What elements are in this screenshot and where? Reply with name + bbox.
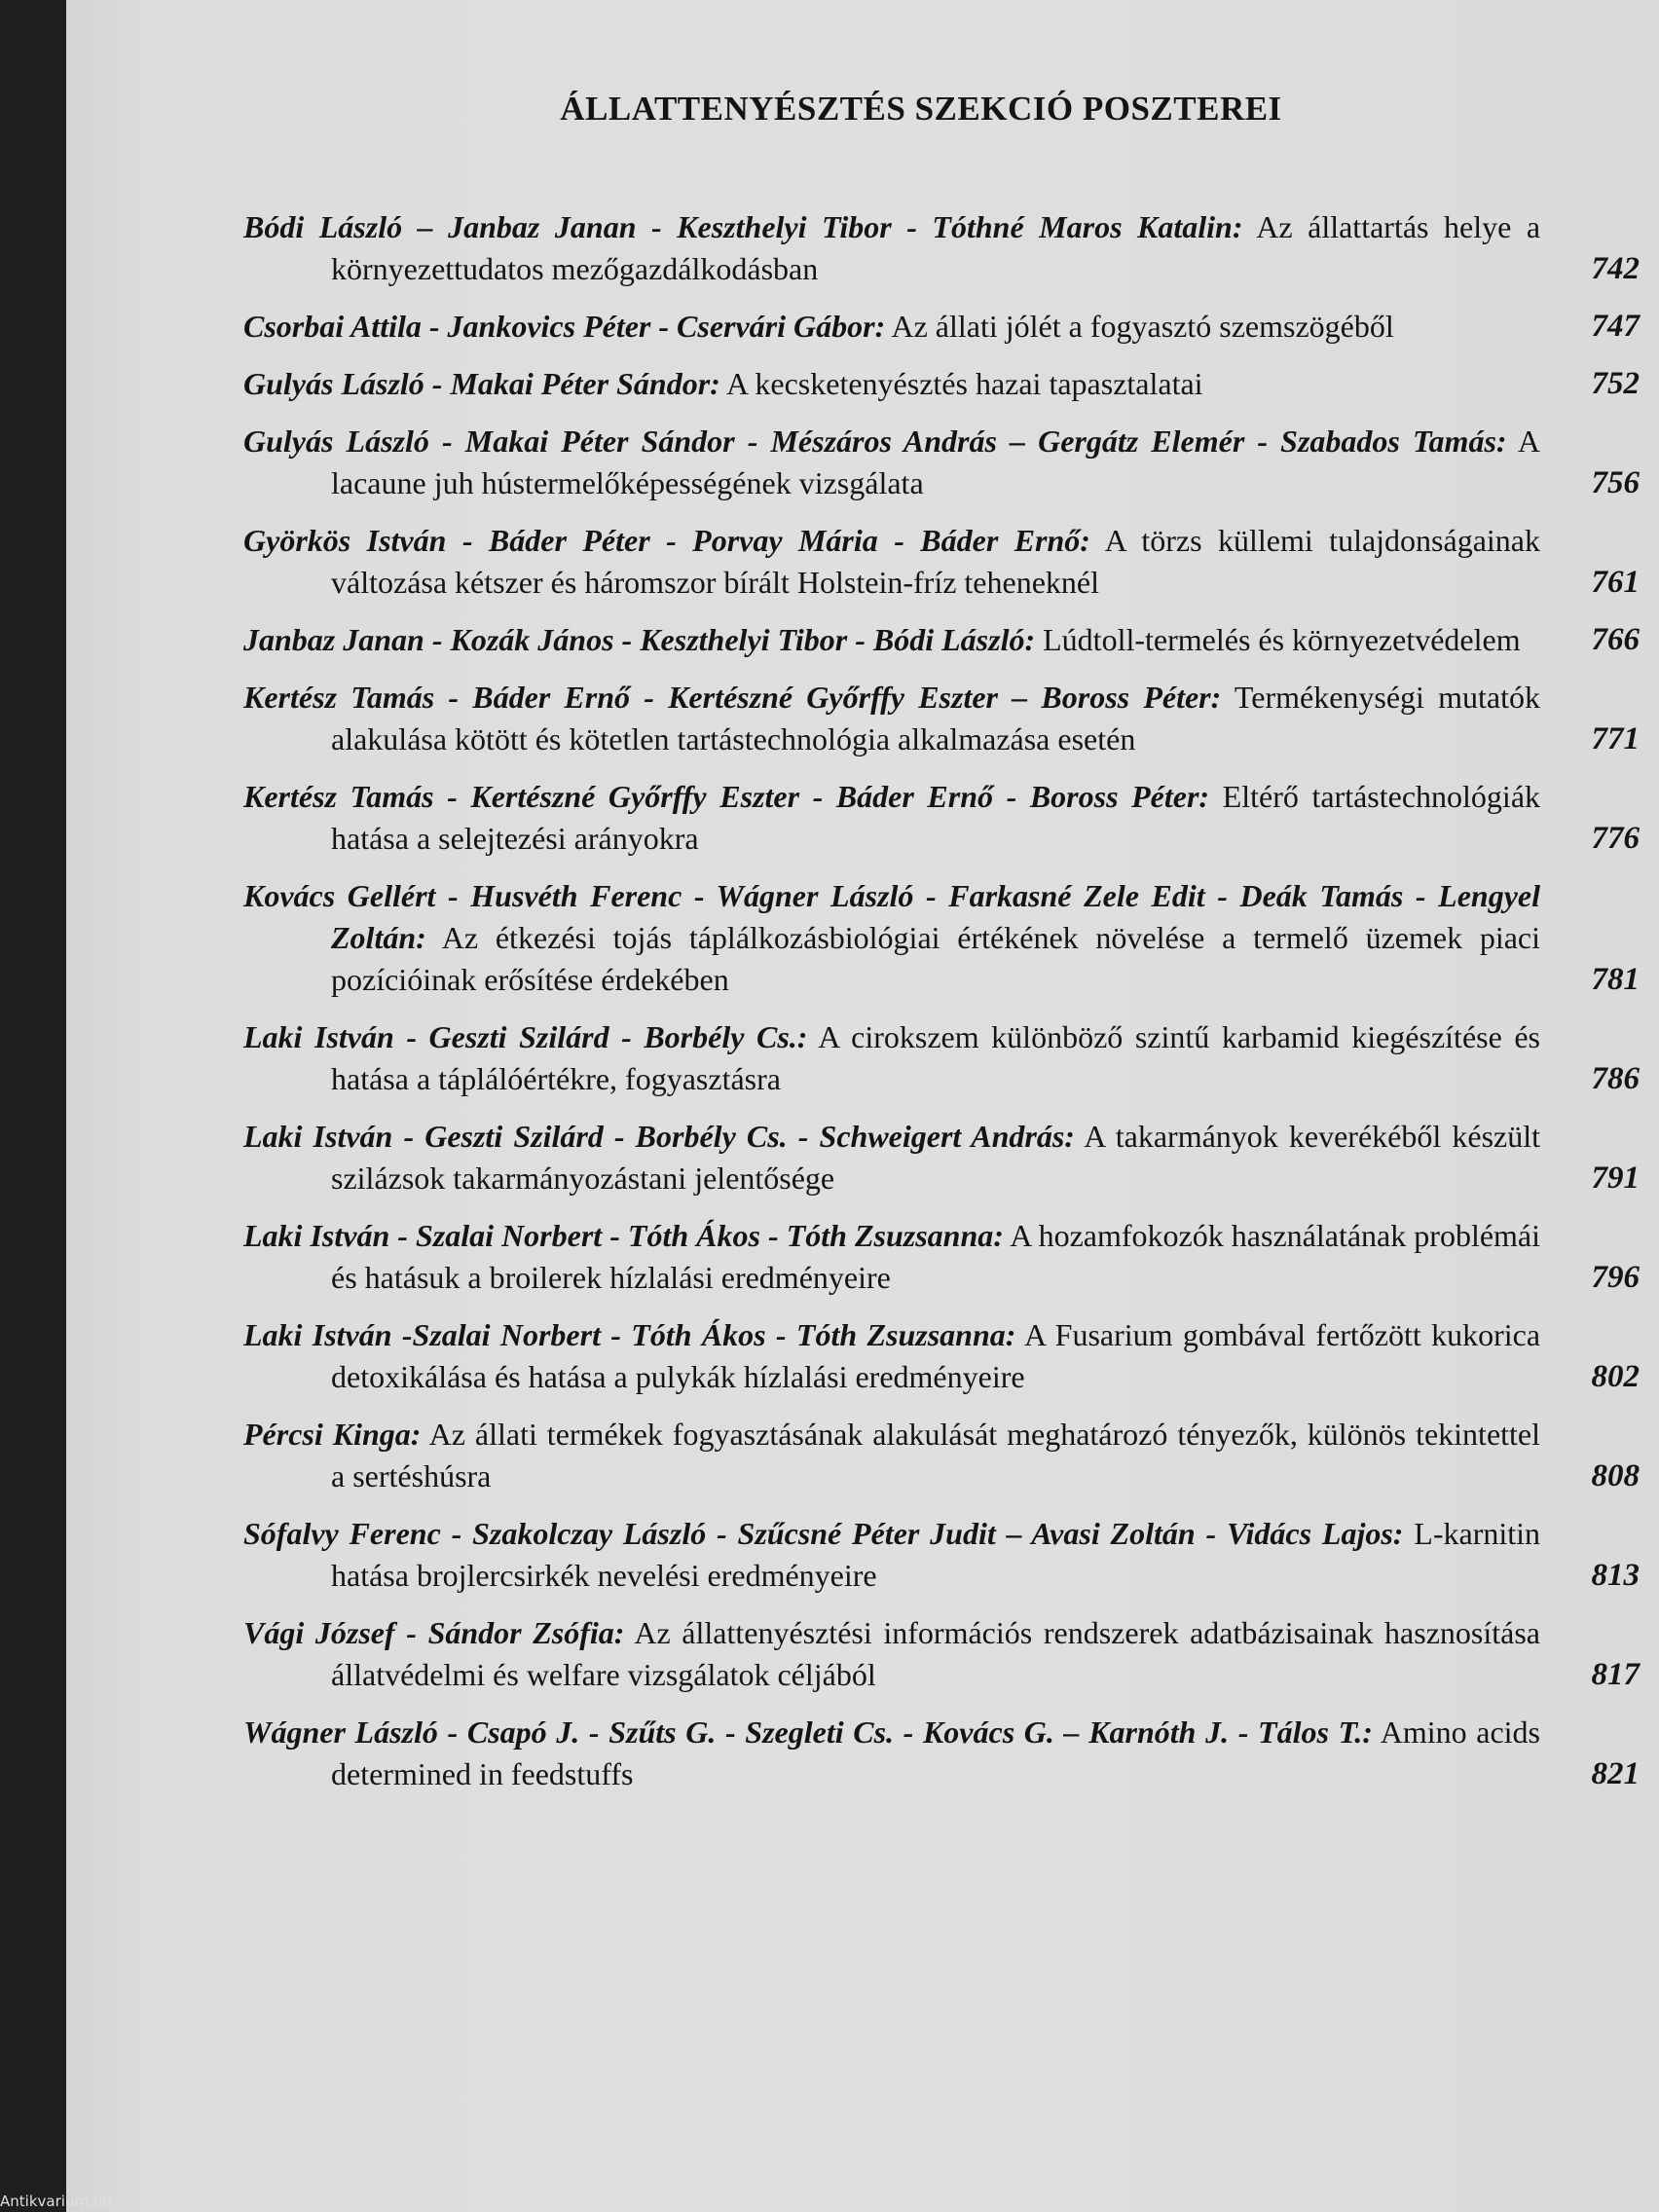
contents-entry <box>243 677 1647 760</box>
entry-authors: Laki István - Geszti Szilárd - Borbély Cs.: <box>243 1019 808 1054</box>
contents-entry <box>243 363 1647 405</box>
entry-title: Az állattartás helye a környezettudatos mezőgazdálkodásban <box>331 209 1541 286</box>
entry-title: Az étkezési tojás táplálkozásbiológiai értékének növelése a termelő üzemek piaci pozícióinak erősítése érdekében <box>331 920 1541 997</box>
watermark: Antikvarium.hu <box>0 2193 112 2210</box>
entry-page-number: 781 <box>1591 962 1640 997</box>
contents-entry <box>243 421 1647 504</box>
contents-entry <box>243 1414 1647 1497</box>
entry-authors: Pércsi Kinga: <box>243 1417 422 1452</box>
contents-entry <box>243 306 1647 348</box>
entry-page-number: 742 <box>1591 251 1640 286</box>
contents-entry <box>243 875 1647 1001</box>
contents-entry <box>243 1016 1647 1100</box>
entry-title: Termékenységi mutatók alakulása kötött és kötetlen tartástechnológia alkalmazása esetén <box>331 680 1541 756</box>
entry-title: Lúdtoll-termelés és környezetvédelem <box>1043 622 1521 657</box>
entry-title: A törzs küllemi tulajdonságainak változása kétszer és háromszor bírált Holstein-fríz teheneknél <box>331 523 1541 600</box>
entry-page-number: 802 <box>1591 1359 1640 1394</box>
contents-entry <box>243 206 1647 290</box>
entry-title: A takarmányok keverékéből készült szilázsok takarmányozástani jelentősége <box>331 1119 1541 1196</box>
entry-authors: Kertész Tamás - Báder Ernő - Kertészné Győrffy Eszter – Boross Péter: <box>243 680 1222 715</box>
entry-title: Eltérő tartástechnológiák hatása a selejtezési arányokra <box>331 779 1541 856</box>
entry-authors: Vági József - Sándor Zsófia: <box>243 1615 625 1650</box>
entry-authors: Kovács Gellért - Husvéth Ferenc - Wágner László - Farkasné Zele Edit - Deák Tamás - Lengyel Zoltán: <box>243 878 1540 955</box>
entry-authors: Wágner László - Csapó J. - Szűts G. - Szegleti Cs. - Kovács G. – Karnóth J. - Tálos T.: <box>243 1714 1373 1750</box>
entry-page-number: 786 <box>1591 1061 1640 1096</box>
entry-authors: Bódi László – Janbaz Janan - Keszthelyi Tibor - Tóthné Maros Katalin: <box>243 209 1243 244</box>
entry-page-number: 752 <box>1591 366 1640 401</box>
entry-page-number: 747 <box>1591 309 1640 344</box>
entry-authors: Laki István - Geszti Szilárd - Borbély Cs. - Schweigert András: <box>243 1119 1075 1154</box>
contents-entry <box>243 520 1647 604</box>
entry-title: Az állattenyésztési információs rendszerek adatbázisainak hasznosítása állatvédelmi és welfare vizsgálatok céljából <box>331 1615 1541 1692</box>
contents-entry <box>243 1712 1647 1795</box>
entry-authors: Laki István -Szalai Norbert - Tóth Ákos - Tóth Zsuzsanna: <box>243 1317 1016 1352</box>
contents-entry <box>243 1513 1647 1597</box>
contents-entry <box>243 619 1647 661</box>
contents-entry <box>243 1215 1647 1299</box>
entry-authors: Györkös István - Báder Péter - Porvay Mária - Báder Ernő: <box>243 523 1090 558</box>
entry-authors: Gulyás László - Makai Péter Sándor - Mészáros András – Gergátz Elemér - Szabados Tamás: <box>243 424 1507 459</box>
entry-page-number: 776 <box>1591 821 1640 856</box>
entry-title: Az állati termékek fogyasztásának alakulását meghatározó tényezők, különös tekintettel a sertéshúsra <box>331 1417 1541 1493</box>
entry-page-number: 813 <box>1591 1558 1640 1593</box>
contents-list <box>243 206 1647 1811</box>
contents-entry <box>243 1612 1647 1696</box>
entry-page-number: 761 <box>1591 565 1640 600</box>
entry-page-number: 821 <box>1591 1756 1640 1791</box>
entry-authors: Laki István - Szalai Norbert - Tóth Ákos - Tóth Zsuzsanna: <box>243 1218 1004 1253</box>
entry-title: A cirokszem különböző szintű karbamid kiegészítése és hatása a táplálóértékre, fogyasztásra <box>331 1019 1541 1096</box>
entry-title: Amino acids determined in feedstuffs <box>331 1714 1541 1791</box>
entry-authors: Kertész Tamás - Kertészné Győrffy Eszter - Báder Ernő - Boross Péter: <box>243 779 1210 814</box>
entry-title: A Fusarium gombával fertőzött kukorica detoxikálása és hatása a pulykák hízlalási eredményeire <box>331 1317 1541 1394</box>
contents-entry <box>243 776 1647 860</box>
contents-entry <box>243 1314 1647 1398</box>
contents-entry <box>243 1116 1647 1199</box>
entry-authors: Sófalvy Ferenc - Szakolczay László - Szűcsné Péter Judit – Avasi Zoltán - Vidács Lajos: <box>243 1516 1404 1551</box>
entry-title: Az állati jólét a fogyasztó szemszögéből <box>891 309 1394 344</box>
entry-page-number: 771 <box>1591 721 1640 756</box>
book-page <box>66 0 1659 2212</box>
entry-page-number: 796 <box>1591 1260 1640 1295</box>
entry-authors: Gulyás László - Makai Péter Sándor: <box>243 366 720 401</box>
entry-title: A hozamfokozók használatának problémái és hatásuk a broilerek hízlalási eredményeire <box>331 1218 1541 1295</box>
entry-title: L-karnitin hatása brojlercsirkék nevelési eredményeire <box>331 1516 1541 1593</box>
entry-page-number: 817 <box>1591 1657 1640 1692</box>
entry-title: A lacaune juh hústermelőképességének vizsgálata <box>331 424 1541 500</box>
entry-page-number: 808 <box>1591 1458 1640 1493</box>
entry-title: A kecsketenyésztés hazai tapasztalatai <box>726 366 1203 401</box>
entry-page-number: 766 <box>1591 622 1640 657</box>
section-heading: ÁLLATTENYÉSZTÉS SZEKCIÓ POSZTEREI <box>560 90 1282 128</box>
entry-authors: Janbaz Janan - Kozák János - Keszthelyi Tibor - Bódi László: <box>243 622 1036 657</box>
entry-page-number: 756 <box>1591 465 1640 500</box>
entry-authors: Csorbai Attila - Jankovics Péter - Cservári Gábor: <box>243 309 886 344</box>
entry-page-number: 791 <box>1591 1161 1640 1196</box>
